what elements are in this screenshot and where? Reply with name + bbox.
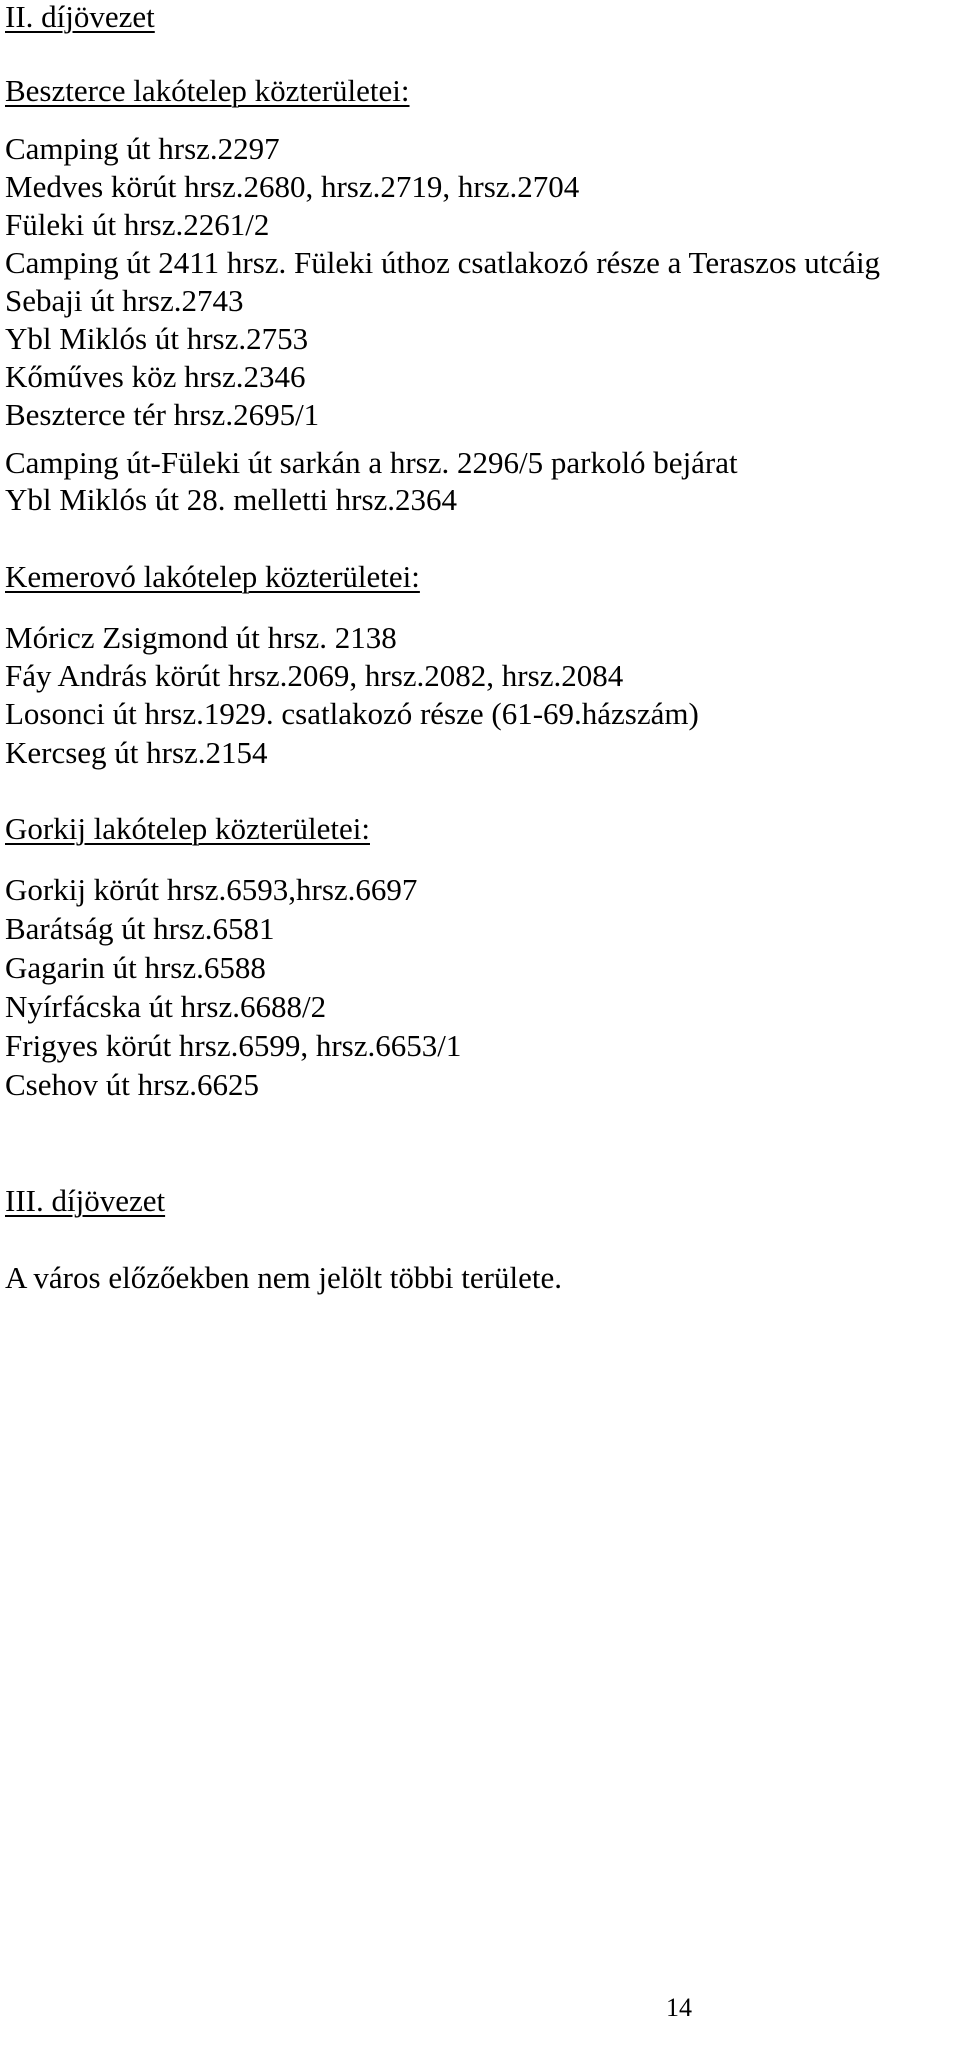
kemerovo-item: Losonci út hrsz.1929. csatlakozó része (61-69.házszám) <box>5 696 699 731</box>
beszterce-item: Camping út-Füleki út sarkán a hrsz. 2296/5 parkoló bejárat <box>5 445 738 480</box>
kemerovo-heading: Kemerovó lakótelep közterületei: <box>5 559 420 594</box>
gorkij-item: Csehov út hrsz.6625 <box>5 1067 260 1102</box>
beszterce-item: Ybl Miklós út 28. melletti hrsz.2364 <box>5 482 458 517</box>
gorkij-item: Barátság út hrsz.6581 <box>5 911 275 946</box>
beszterce-item: Füleki út hrsz.2261/2 <box>5 207 270 242</box>
zone2-title: II. díjövezet <box>5 0 155 34</box>
gorkij-item: Frigyes körút hrsz.6599, hrsz.6653/1 <box>5 1028 462 1063</box>
beszterce-item: Sebaji út hrsz.2743 <box>5 283 244 318</box>
beszterce-heading: Beszterce lakótelep közterületei: <box>5 73 410 108</box>
zone3-title: III. díjövezet <box>5 1183 166 1218</box>
beszterce-item: Kőműves köz hrsz.2346 <box>5 359 306 394</box>
beszterce-item: Camping út hrsz.2297 <box>5 131 280 166</box>
page-number: 14 <box>666 1993 692 2022</box>
zone3-text: A város előzőekben nem jelölt többi területe. <box>5 1260 562 1295</box>
kemerovo-item: Fáy András körút hrsz.2069, hrsz.2082, hrsz.2084 <box>5 658 624 693</box>
beszterce-item: Beszterce tér hrsz.2695/1 <box>5 397 320 432</box>
gorkij-item: Gagarin út hrsz.6588 <box>5 950 266 985</box>
beszterce-item: Ybl Miklós út hrsz.2753 <box>5 321 309 356</box>
gorkij-item: Gorkij körút hrsz.6593,hrsz.6697 <box>5 872 418 907</box>
gorkij-heading: Gorkij lakótelep közterületei: <box>5 811 370 846</box>
kemerovo-item: Kercseg út hrsz.2154 <box>5 735 268 770</box>
beszterce-item: Medves körút hrsz.2680, hrsz.2719, hrsz.2704 <box>5 169 580 204</box>
gorkij-item: Nyírfácska út hrsz.6688/2 <box>5 989 327 1024</box>
beszterce-item: Camping út 2411 hrsz. Füleki úthoz csatlakozó része a Teraszos utcáig <box>5 245 881 280</box>
kemerovo-item: Móricz Zsigmond út hrsz. 2138 <box>5 620 397 655</box>
